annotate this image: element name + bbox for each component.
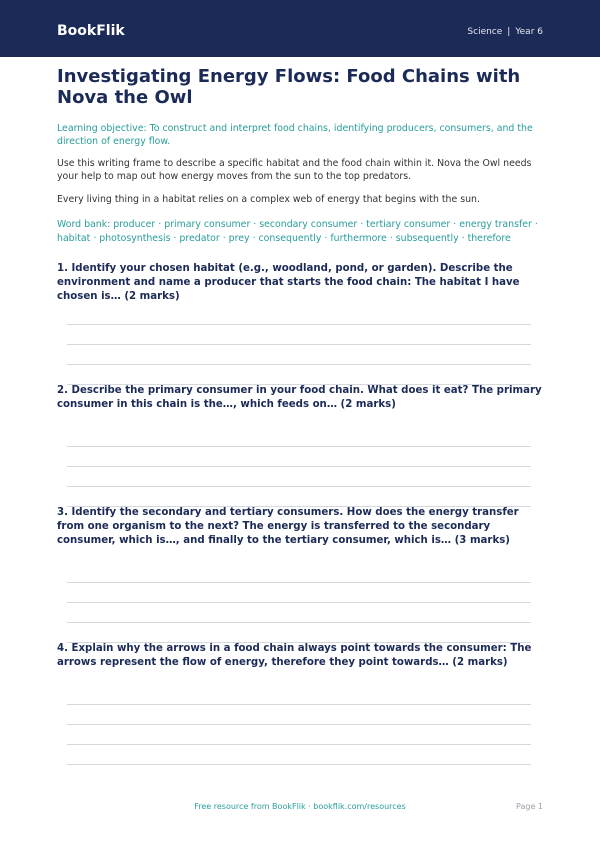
word-bank: Word bank: producer · primary consumer · secondary consumer · tertiary consumer · energy transfer · habitat · photosynthesis · predator · prey · consequently · furthermore · subsequently · therefore <box>57 219 538 244</box>
answer-line[interactable] <box>67 602 531 603</box>
answer-line[interactable] <box>67 724 531 725</box>
footer-link[interactable]: Free resource from BookFlik · bookflik.com/resources <box>194 802 406 811</box>
answer-line[interactable] <box>67 744 531 745</box>
intro-paragraph-2: Every living thing in a habitat relies on a complex web of energy that begins with the sun. <box>57 194 480 205</box>
question-2: 2. Describe the primary consumer in your food chain. What does it eat? The primary consumer in this chain is the…, which feeds on… (2 marks) <box>57 385 542 410</box>
subject-label: Science <box>467 27 503 37</box>
answer-line[interactable] <box>67 466 531 467</box>
brand-logo-text: BookFlik <box>57 23 125 39</box>
header-bar <box>0 0 600 57</box>
answer-line[interactable] <box>67 344 531 345</box>
subject-breadcrumb <box>467 26 543 38</box>
intro-paragraph-1: Use this writing frame to describe a specific habitat and the food chain within it. Nova the Owl needs your help to map out how energy moves from the sun to the top predators. <box>57 158 532 182</box>
page-number: Page 1 <box>516 802 543 811</box>
question-1: 1. Identify your chosen habitat (e.g., woodland, pond, or garden). Describe the environment and name a producer that starts the food chain: The habitat I have chosen is… (2 marks) <box>57 263 520 302</box>
answer-line[interactable] <box>67 704 531 705</box>
learning-objective: Learning objective: To construct and interpret food chains, identifying producers, consumers, and the direction of energy flow. <box>57 123 533 147</box>
question-4: 4. Explain why the arrows in a food chain always point towards the consumer: The arrows represent the flow of energy, therefore they point towards… (2 marks) <box>57 643 532 668</box>
year-label: Year 6 <box>515 27 543 37</box>
question-3: 3. Identify the secondary and tertiary consumers. How does the energy transfer from one organism to the next? The energy is transferred to the secondary consumer, which is…, and finally to the tertiary consumer, which is… (3 marks) <box>57 507 519 546</box>
answer-line[interactable] <box>67 582 531 583</box>
answer-line[interactable] <box>67 324 531 325</box>
page-title: Investigating Energy Flows: Food Chains with Nova the Owl <box>57 66 521 108</box>
answer-line[interactable] <box>67 364 531 365</box>
answer-line[interactable] <box>67 764 531 765</box>
breadcrumb-separator: | <box>507 27 511 37</box>
answer-line[interactable] <box>67 486 531 487</box>
answer-line[interactable] <box>67 446 531 447</box>
answer-line[interactable] <box>67 622 531 623</box>
